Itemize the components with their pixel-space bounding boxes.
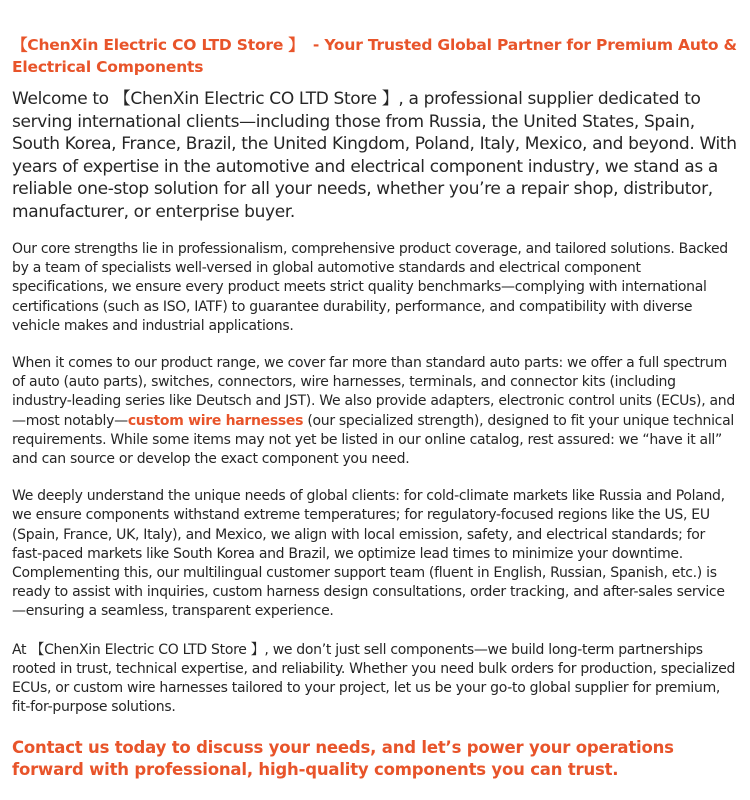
custom-wire-harnesses-highlight: custom wire harnesses [127,412,304,429]
call-to-action: Contact us today to discuss your needs, and let’s power your operations forward with professional, high-quality components you can trust. [12,738,674,780]
global-needs-paragraph: We deeply understand the unique needs of global clients: for cold-climate markets like Russia and Poland, we ensure components withstand extreme temperatures; for regulatory-focused regions like the US, EU (Spain, France, UK, Italy), and Mexico, we align with local emission, safety, and electrical standards; for fast-paced markets like South Korea and Brazil, we optimize lead times to minimize your downtime. Complementing this, our multilingual customer support team (fluent in English, Russian, Spanish, etc.) is ready to assist with inquiries, custom harness design consultations, order tracking, and after-sales service—ensuring a seamless, transparent experience. [12,488,725,620]
strengths-paragraph: Our core strengths lie in professionalism, comprehensive product coverage, and tailored solutions. Backed by a team of specialists well-versed in global automotive standards and electrical component specifications, we ensure every product meets strict quality benchmarks—complying with international certifications (such as ISO, IATF) to guarantee durability, performance, and compatibility with diverse vehicle makes and industrial applications. [12,241,728,334]
intro-paragraph: Welcome to 【ChenXin Electric CO LTD Store 】, a professional supplier dedicated to serving international clients—including those from Russia, the United States, Spain, South Korea, France, Brazil, the United Kingdom, Poland, Italy, Mexico, and beyond. With years of expertise in the automotive and electrical component industry, we stand as a reliable one-stop solution for all your needs, whether you’re a repair shop, distributor, manufacturer, or enterprise buyer. [12,89,737,222]
page-heading [12,34,738,78]
product-range-text-end: (our specialized strength), designed to fit your unique technical requirements. While some items may not yet be listed in our online catalog, rest assured: we “have it all” and can source or develop the exact component you need. [12,412,734,468]
partnership-paragraph: At 【ChenXin Electric CO LTD Store 】, we don’t just sell components—we build long-term partnerships rooted in trust, technical expertise, and reliability. Whether you need bulk orders for production, specialized ECUs, or custom wire harnesses tailored to your project, let us be your go-to global supplier for premium, fit-for-purpose solutions. [12,641,736,716]
store-tagline: - Your Trusted Global Partner for Premium Auto & Electrical Components [12,36,737,76]
store-name: 【ChenXin Electric CO LTD Store 】 [12,36,304,54]
product-range-paragraph [12,354,738,469]
product-range-text: When it comes to our product range, we cover far more than standard auto parts: we offer a full spectrum of auto (auto parts), switches, connectors, wire harnesses, terminals, and connector kits (including industry-leading series like Deutsch and JST). We also provide adapters, electronic control units (ECUs), and—most notably— [12,355,735,429]
product-description [12,34,738,781]
